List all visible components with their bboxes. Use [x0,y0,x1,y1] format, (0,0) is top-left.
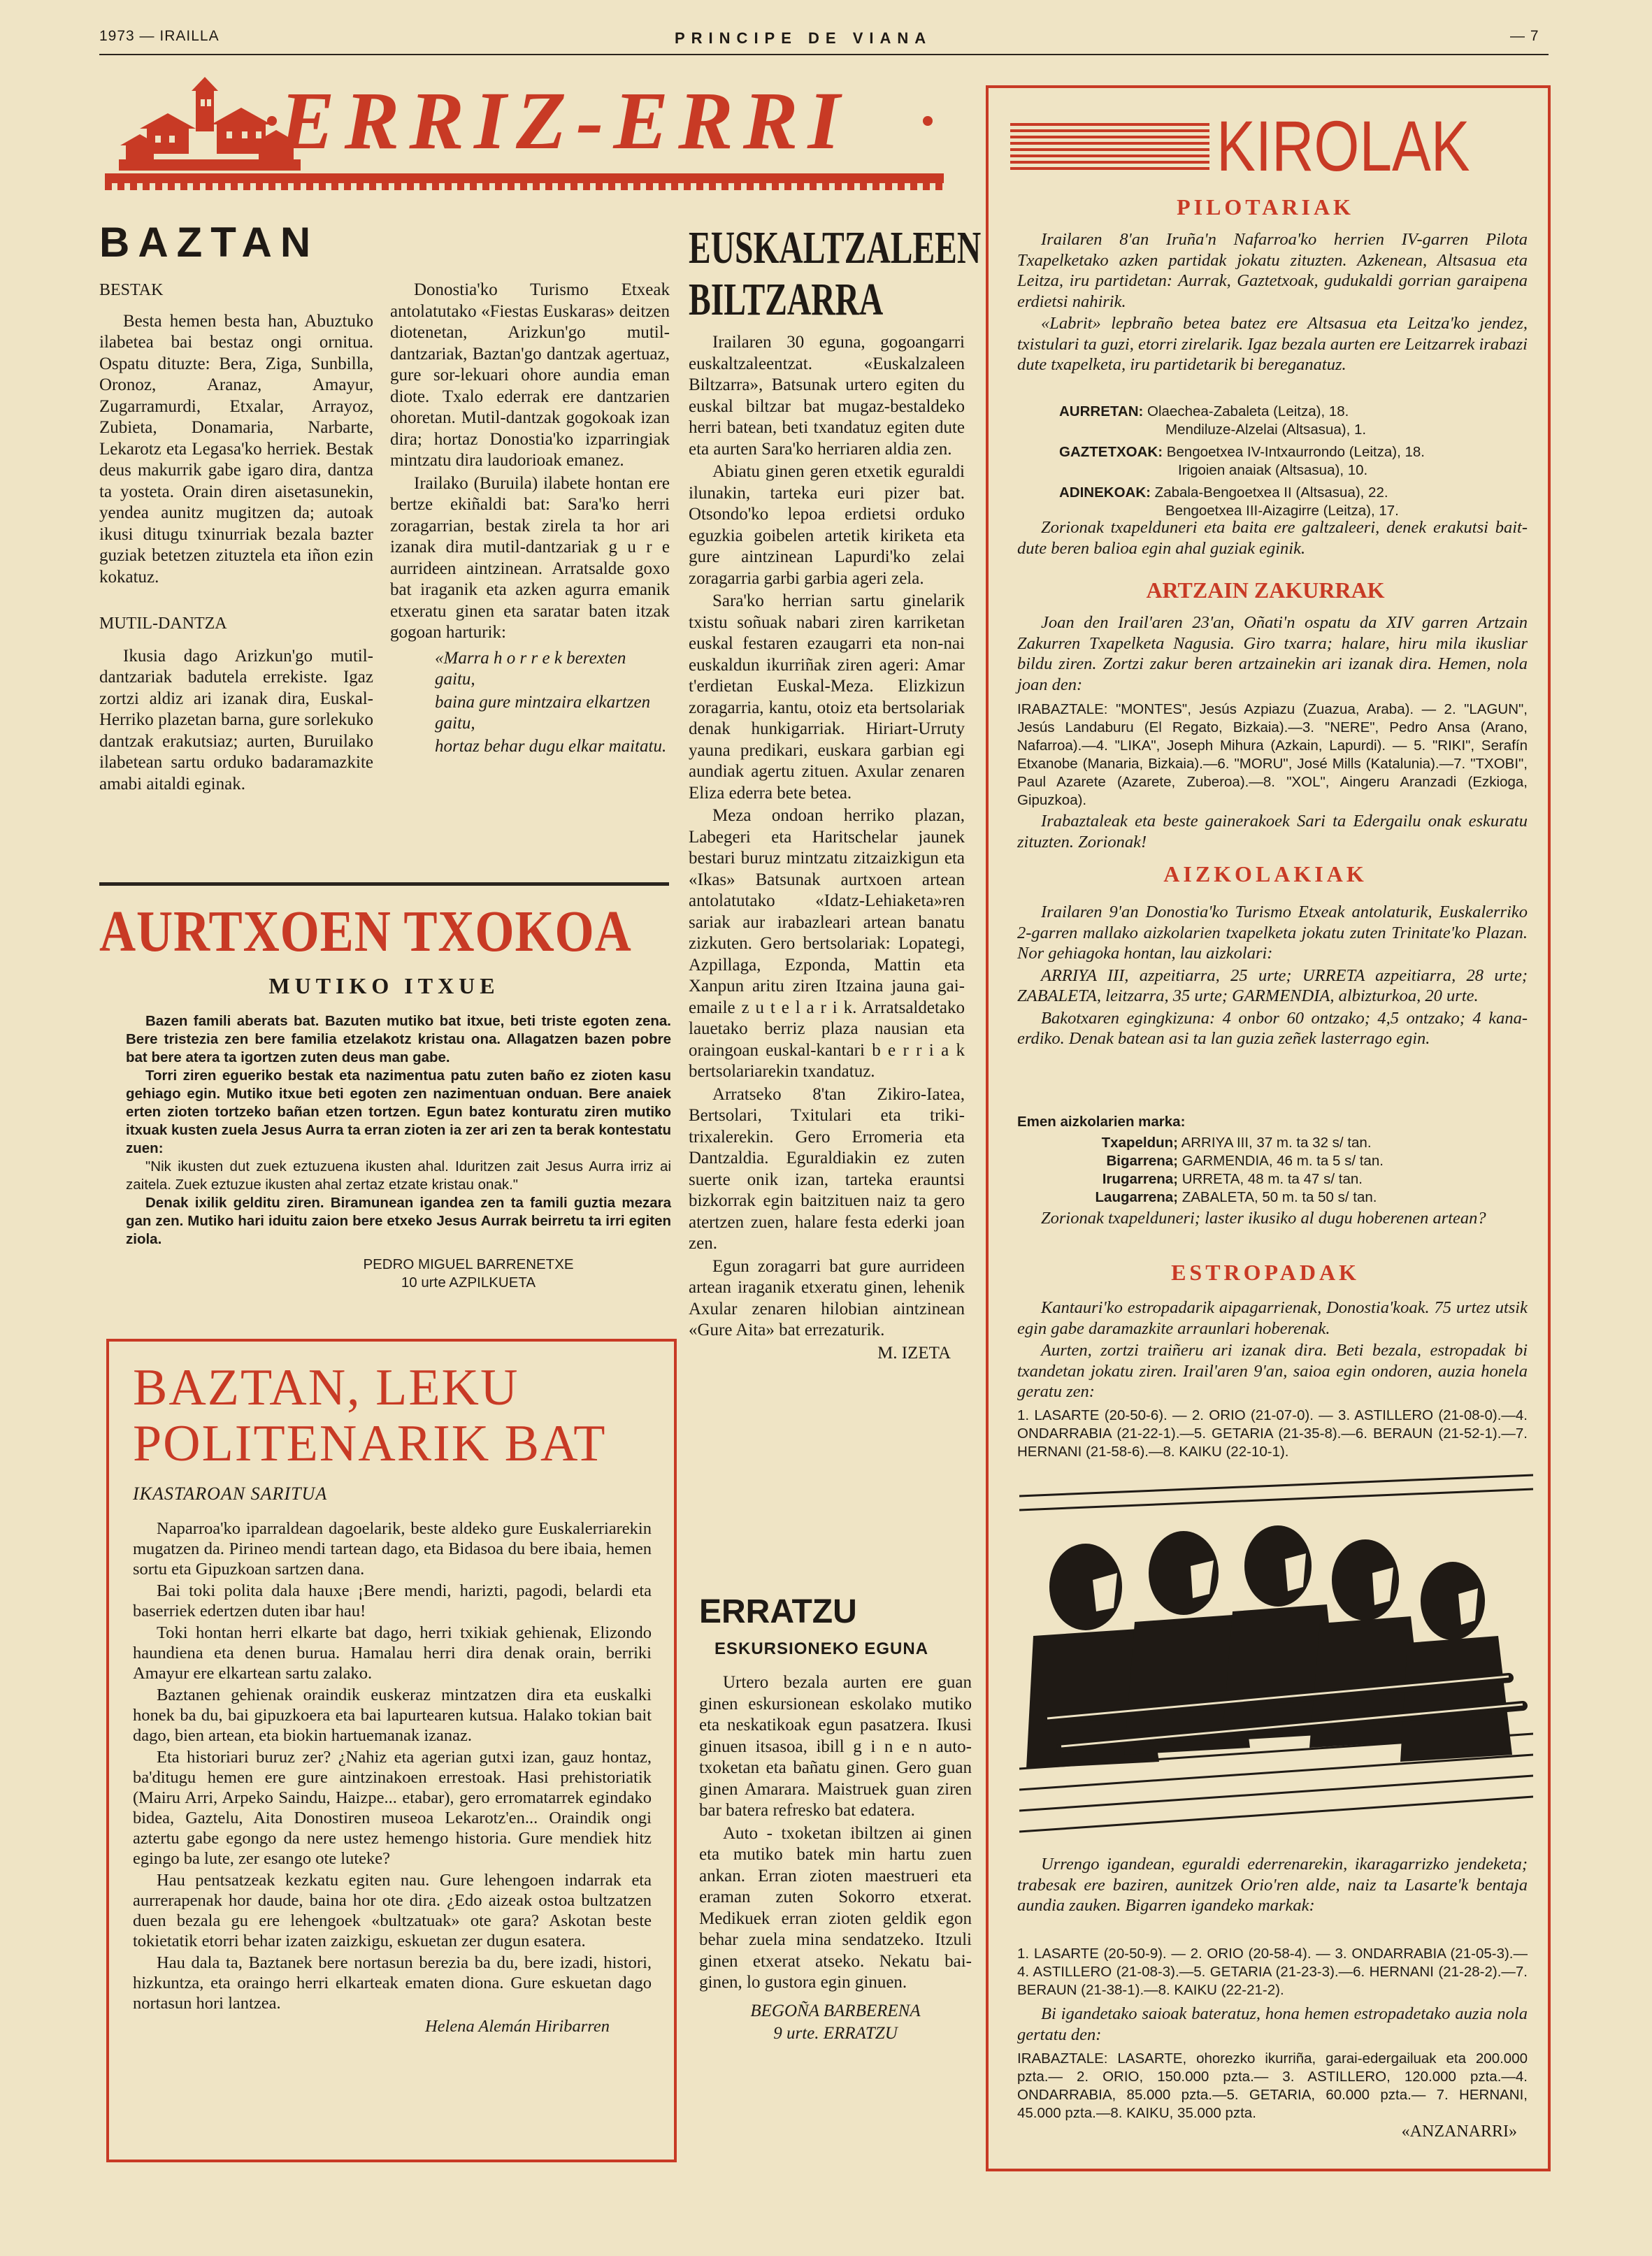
header-page-number: — 7 [1510,28,1539,44]
estropadak-body-3 [1017,2004,1528,2046]
euskaltzaleen-paragraph: Irailaren 30 eguna, gogoangarri euskaltzaleentzat. «Euskalzaleen Biltzarra», Batsunak urtero egiten du euskal biltzar bat mugaz-bestaldeko herri batean, beti txandatuz egiten dute eta aurten Sara'ko herriaren aldia zen. [689,333,965,459]
baztan-verse [435,648,670,758]
mark-value: ZABALETA, 50 m. ta 50 s/ tan. [1181,1189,1377,1205]
leku-paragraph: Bai toki polita dala hauxe ¡Bere mendi, harizti, pagodi, belardi eta baserriek edertzen duten ibar hau! [133,1581,652,1621]
mark-position: Laugarrena; [1095,1189,1178,1205]
euskaltzaleen-paragraph: Meza ondoan herriko plazan, Labegeri eta Haritschelar jaunek bestari buruz mintzatu zitzaizkigun eta «Ikas» Batsunak aurtxoen artean antolatutako «Idatz-Lehiaketa»ren sariak aur irabazleari artean banatu zizkuten. Gero bertsolariak: Lopategi, Azpillaga, Ezponda, Mattin eta Xanpun aritu ziren Itzaina jauna gai-emaile z u t e l a r i k. Arratsaldetako lauetako berriz plaza nausian eta oraingoan euskal-kantari b e r r i a k bertsolariarekin txandatuz. [689,806,965,1081]
erratzu-body [699,1672,972,2046]
result-value: Irigoien anaiak (Altsasua), 10. [1178,462,1368,478]
baztan-paragraph: Ikusia dago Arizkun'go mutil-dantzariak badutela errekiste. Igaz zortzi aldiz ari izanak dira, Euskal-Herriko plazetan barna, gure sorlekuko dantzak erakutsiaz; aurten, Buruilako ilabetean sartu orduko badaramazkite amabi aitaldi eginak. [99,646,373,793]
kirolak-title: KIROLAK [1216,106,1470,186]
pilotariak-paragraph: Irailaren 8'an Iruña'n Nafarroa'ko herrien IV-garren Pilota Txapelketako azken partidak jokatu zituzten. Azkenean, Altsasua eta Leitza, iru partidetan: Aurrak, Gaztetxoak, gudukaldi gorrian garaipena erdietsi nahirik. [1017,230,1528,311]
result-row [1059,421,1535,439]
mark-row [1017,1170,1528,1188]
euskaltzaleen-author: M. IZETA [877,1343,951,1363]
result-row [1059,403,1535,421]
result-value: Bengoetxea III-Aizagirre (Leitza), 17. [1165,503,1399,519]
mark-row [1017,1152,1528,1170]
kirolak-author: «ANZANARRI» [1401,2122,1517,2141]
estropadak-body-2 [1017,1854,1528,1918]
aizkolari-body [1017,902,1528,1051]
euskaltzaleen-title-line: BILTZARRA [689,274,884,325]
erratzu-author: 9 urte. ERRATZU [773,2024,898,2043]
euskaltzaleen-paragraph: Egun zoragarri bat gure aurrideen artean iraganik etxeratu ginen, lehenik Axular zenaren hilobian aintzinean «Gure Aita» bat errezaturik. [689,1256,965,1339]
header-rule [99,54,1549,55]
result-value: Bengoetxea IV-Intxaurrondo (Leitza), 18. [1166,444,1425,460]
mark-position: Txapeldun; [1101,1135,1178,1151]
leku-author: Helena Alemán Hiribarren [424,2017,610,2036]
aurtxoen-subtitle: MUTIKO ITXUE [268,973,500,998]
estropadak-results-3: IRABAZTALE: LASARTE, ohorezko ikurriña, garai-edergailuak eta 200.000 pzta.— 2. ORIO, 150.000 pzta.— 3. ASTILLERO, 120.000 pzta.—4. ONDARRABIA, 85.000 pzta.—5. GETARIA, 60.000 pzta.— 7. HERNANI, 45.000 pzta.—8. KAIKU, 35.000 pzta. [1017,2050,1528,2121]
leku-body [133,1518,652,2038]
result-label: AURRETAN: [1059,403,1144,419]
pilotariak-results [1059,403,1535,520]
artzain-closing [1017,811,1528,854]
erratzu-author: BEGOÑA BARBERENA [750,2001,921,2020]
result-row [1059,461,1535,480]
baztan-subhead-mutil-dantza: MUTIL-DANTZA [99,615,227,633]
pilotariak-paragraph: Zorionak txapelduneri eta baita ere galtzaleeri, denek erakutsi bait-dute beren balioa egin ahal guziak eginik. [1017,518,1528,558]
aizkolari-marks-title: Emen aizkolarien marka: [1017,1114,1186,1130]
mark-value: URRETA, 48 m. ta 47 s/ tan. [1181,1171,1363,1187]
aurtxoen-title: AURTXOEN TXOKOA [99,899,632,964]
aizkolari-paragraph: Bakotxaren egingkizuna: 4 onbor 60 ontzako; 4,5 ontzako; 4 kana-erdiko. Denak batean asi ta lan guzia zeñek lasterrago egin. [1017,1008,1528,1048]
leku-title-line: POLITENARIK BAT [133,1415,607,1472]
euskaltzaleen-title [689,222,981,326]
baztan-col-1 [99,280,373,796]
aizkolari-heading: AIZKOLAKIAK [1163,861,1367,886]
mark-value: ARRIYA III, 37 m. ta 32 s/ tan. [1181,1135,1372,1151]
aizkolari-paragraph: ARRIYA III, azpeitiarra, 25 urte; URRETA azpeitiarra, 28 urte; ZABALETA, leitzarra, 35 urte; GARMENDIA, albizturkoa, 20 urte. [1017,965,1528,1005]
artzain-heading: ARTZAIN ZAKURRAK [1146,577,1385,603]
result-label: ADINEKOAK: [1059,484,1151,501]
header-date: 1973 — IRAILLA [99,28,220,44]
masthead-dot-right [923,116,933,126]
masthead-dot-left [267,116,277,126]
mark-position: Irugarrena; [1102,1171,1178,1187]
mark-row [1017,1188,1528,1207]
aurtxoen-quote: "Nik ikusten dut zuek eztuzuena ikusten ahal. Iduritzen zait Jesus Aurra irriz ai zaitela. Zuek eztuzue ikusten ahal zertaz etzate kristau onak." [126,1158,671,1193]
kirolak-title-stripes [1010,123,1209,173]
baztan-col-2 [390,280,670,759]
erratzu-subtitle: ESKURSIONEKO EGUNA [714,1639,929,1658]
baztan-paragraph: Donostia'ko Turismo Etxeak antolatutako «Fiestas Euskaras» deitzen diotenetan, Arizkun'go mutil-dantzariak, Baztan'go dantzak agertuaz, gure sor-lekuari ohore aundia eman diote. Txalo ederrak ere dantzarien ohoretan. Mutil-dantzak gogokoak izan dira; hortaz Donostia'ko izparringiak mintzatu dira laudorioak emanez. [390,280,670,470]
estropadak-paragraph: Aurten, zortzi traiñeru ari izanak dira. Beti bezala, estropadak bi txandetan jokatu ziren. Irail'aren 9'an, saioa egin ondoren, auzia honela geratu zen: [1017,1341,1528,1401]
leku-subtitle: IKASTAROAN SARITUA [133,1483,328,1504]
verse-line: baina gure mintzaira elkartzen gaitu, [435,692,651,733]
result-value: Olaechea-Zabaleta (Leitza), 18. [1147,403,1349,419]
masthead-title: ERRIZ-ERRI [280,75,850,166]
masthead-teeth [105,183,944,190]
artzain-body [1017,612,1528,696]
leku-paragraph: Naparroa'ko iparraldean dagoelarik, beste aldeko gure Euskalerriarekin mugatzen da. Pirineo mendi tartean dago, eta Bidasoa du bere ibaia, hemen sortu eta Gipuzkoan sartzen dana. [133,1519,652,1579]
masthead-bar [105,173,944,183]
mark-position: Bigarrena; [1106,1153,1178,1169]
leku-paragraph: Baztanen gehienak oraindik euskeraz mintzatzen dira eta euskalki honek ba du, bai gipuzkoera eta bai lapurtearen kutsua. Halako tokian bait dago, bien artean, eta biokin hartuemanak izanaz. [133,1686,652,1745]
mark-row [1017,1134,1528,1152]
erratzu-paragraph: Auto - txoketan ibiltzen ai ginen eta mutiko batek min hartu zuen ankan. Erran zioten maestrueri eta eraman zuten Sokorro etxerat. Medikuek erran zioten geldik egon behar zuela mina sendatzeko. Itzuli ginen etxerat atseko. Nekatu bai-ginen, lo gustora egin ginuen. [699,1823,972,1992]
euskaltzaleen-title-line: EUSKALTZALEEN [689,222,982,273]
leku-title [133,1360,606,1472]
leku-paragraph: Hau dala ta, Baztanek bere nortasun berezia ba du, bere izadi, histori, hizkuntza, eta oraingo herri elkarteak ematen diona. Gure eskuetan dago nortasun hori lantzea. [133,1953,652,2013]
aurtxoen-body [126,1012,671,1292]
aurtxoen-signature: PEDRO MIGUEL BARRENETXE [363,1256,574,1272]
estropadak-results-2: 1. LASARTE (20-50-9). — 2. ORIO (20-58-4). — 3. ONDARRABIA (21-05-3).—4. ASTILLERO (21-08-3).—5. GETARIA (21-23-3).—6. HERNANI (21-28-2).—7. BERAUN (21-38-1).—8. KAIKU (22-21-2). [1017,1946,1528,1998]
leku-paragraph: Toki hontan herri elkarte bat dago, herri txikiak gehienak, Elizondo haundiena eta denen burua. Hamalau herri dira denak orain, berriki Amayur ere elkartean sartu zalako. [133,1623,652,1683]
pilotariak-paragraph: «Labrit» lepbraño betea batez ere Altsasua eta Leitza'ko jendez, txistulari ta guzi, etorri zirelarik. Igaz bezala aurten ere Leitzarrek irabazi dute txapelketa, iru partidetarik bi bereganatuz. [1017,314,1528,374]
artzain-paragraph: Joan den Irail'aren 23'an, Oñati'n ospatu da XIV garren Artzain Zakurren Txapelketa Nagusia. Giro txarra; halare, hiru mila ikusliar bildu ziren. Zortzi zakur beren artzainekin ari izanak dira. Hemen, nola joan den: [1017,613,1528,694]
leku-paragraph: Eta historiari buruz zer? ¿Nahiz eta agerian gutxi izan, gauz hontaz, ba'ditugu hemen ere gure aintzinakoen errestoak. Hasi prehistoriatik (Mairu Arri, Arpeko Saindu, Haizpe... etabar), gero erromatarrek egindako bidea, Gaztelu, Aita Donostiren museoa Lekarotz'en... Oraindik ongi aztertu gabe egongo da nere ustez hemengo historia. Gure mendiek hitz egingo ba lute, zer esango ote luteke? [133,1748,652,1868]
erratzu-title: ERRATZU [699,1593,857,1630]
aizkolari-closing [1017,1208,1528,1230]
aizkolari-marks [1017,1113,1528,1207]
euskaltzaleen-paragraph: Abiatu ginen geren etxetik eguraldi ilunakin, tarteka euri pizer bat. Otsondo'ko lepoa erdietsi orduko eguzkia goibelen artetik kiriketa eta gure aintzinean Lapurdi'ko zelai zoragarria garbi garbia ageri zela. [689,462,965,588]
estropadak-heading: ESTROPADAK [1171,1260,1360,1285]
leku-title-line: BAZTAN, LEKU [133,1359,519,1416]
pilotariak-body [1017,229,1528,377]
pilotariak-heading: PILOTARIAK [1177,194,1354,220]
aurtxoen-paragraph: Denak ixilik gelditu ziren. Biramunean igandea zen ta famili guztia mezara gan zen. Mutiko hari iduitu zaion bere etxeko Jesus Aurrak beirretu ta irri egiten ziola. [126,1195,671,1247]
result-value: Zabala-Bengoetxea II (Altsasua), 22. [1154,484,1388,501]
euskaltzaleen-paragraph: Sara'ko herrian sartu ginelarik txistu soñuak nabari ziren karriketan euskal festaren ezaugarri eta non-nai euskaldun ikurriñak ziren ageri: Amar t'erdietan Euskal-Meza. Elizkizun zoragarria, kantu, otoiz eta bertsolariak denak hunkigarriak. Hiriart-Urruty yauna predikari, euskara garbian egi aundiak agertu zituen. Axular zenaren Eliza ederra bete betea. [689,591,965,803]
baztan-subhead-bestak: BESTAK [99,281,164,299]
euskaltzaleen-paragraph: Arratseko 8'tan Zikiro-Iatea, Bertsolari, Txitulari eta triki-trixalerekin. Gero Erromeria eta Dantzaldia. Eguraldiakin ez zuten suerte onik izan, tarteka erauntsi bizkorrak egin baitzituen naiz ta gero atertzen zuen, halare festa ederki joan zen. [689,1084,965,1253]
baztan-paragraph: Irailako (Buruila) ilabete hontan ere bertze ekiñaldi bat: Sara'ko herri zoragarrian, bestak zirela ta hor ari izanak dira mutil-dantzariak g u r e aurrideen aintzinean. Arratsalde goxo bat iraganik eta azken agurra emanik etxeratu ginen eta saratar baten itzak gogoan harturik: [390,473,670,642]
estropadak-paragraph: Bi igandetako saioak bateratuz, hona hemen estropadetako auzia nola gertatu den: [1017,2004,1528,2044]
estropadak-body [1017,1298,1528,1404]
artzain-results: IRABAZTALE: "MONTES", Jesús Azpiazu (Zuazua, Araba). — 2. "LAGUN", Jesús Landaburu (El Regato, Bizkaia).—3. "NERE", Pedro Ansa (Arano, Nafarroa).—4. "LIKA", Joseph Mihura (Azkain, Lapurdi). — 5. "RIKI", Serafín Etxanobe (Manaria, Bizkaia).—6. "MORU", José Mills (Katalunia).—7. "TXOBI", Paul Azarete (Azarete, Zuberoa).—8. "XOL", Aingeru Aranzadi (Ezkioga, Gipuzkoa). [1017,701,1528,808]
result-label: GAZTETXOAK: [1059,444,1163,460]
baztan-paragraph: Besta hemen besta han, Abuztuko ilabetea bai bestaz ongi ornitua. Ospatu dituzte: Bera, Ziga, Sunbilla, Oronoz, Aranaz, Amayur, Zugarramurdi, Etxalar, Arrayoz, Zubieta, Donamaria, Narbarte, Lekarotz eta Legasa'ko herriek. Bestak deus makurrik gabe igaro dira, dantza ta yosteta. Orain diren aisetasunekin, yendea aunitz mugitzen da; autoak ikusi ditugu txinurriak bezala bazter guziak betetzen zituztela eta iñon ezin kokatuz. [99,311,373,587]
aurtxoen-signature: 10 urte AZPILKUETA [401,1274,536,1291]
section-divider [99,882,669,886]
result-value: Mendiluze-Alzelai (Altsasua), 1. [1165,422,1367,438]
estropadak-paragraph: Urrengo igandean, eguraldi ederrenarekin, ikaragarrizko jendeketa; trabesak ere baziren, aunitzek Orio'ren alde, naiz ta Lasarte'k bentaja aundia zauken. Bigarren igandeko markak: [1017,1855,1528,1915]
euskaltzaleen-body [689,332,965,1365]
pilotariak-closing [1017,517,1528,560]
baztan-title: BAZTAN [99,219,319,266]
masthead [105,76,954,194]
leku-paragraph: Hau pentsatzeak kezkatu egiten nau. Gure lehengoen indarrak eta aurrerapenak hor daude, baina hor ote dira. ¿Edo aizeak ostoa bultzatzen duen bezala gu ere lehengoek «bultzatuak» ote gara? Askotan beste tokietatik etorri behar izaten zaizkigu, eskuetan zer dugun esatera. [133,1871,652,1950]
verse-line: hortaz behar dugu elkar maitatu. [435,736,667,756]
aizkolari-paragraph: Zorionak txapelduneri; laster ikusiko al dugu hoberenen artean? [1041,1209,1486,1228]
aizkolari-paragraph: Irailaren 9'an Donostia'ko Turismo Etxeak antolaturik, Euskalerriko 2-garren mallako aizkolarien txapelketa jokatu zuten Trinitate'ko Plazan. Nor gehiagoka hontan, lau aizkolari: [1017,903,1528,963]
erratzu-paragraph: Urtero bezala aurten ere guan ginen eskursionean eskolako mutiko eta neskatikoak egun pasatzera. Ikusi ginuen itsasoa, ibill g i n e n auto-txoketan eta bañatu ginen. Gero guan ginen Amarara. Maistruek guan ziren bar batera refresko bat edatera. [699,1673,972,1820]
estropadak-results-1: 1. LASARTE (20-50-6). — 2. ORIO (21-07-0). — 3. ASTILLERO (21-08-0).—4. ONDARRABIA (21-22-1).—5. GETARIA (21-35-8).—6. BERAUN (21-52-1).—7. HERNANI (21-58-6).—8. KAIKU (22-10-1). [1017,1407,1528,1460]
estropadak-paragraph: Kantauri'ko estropadarik aipagarrienak, Donostia'koak. 75 urtez utsik egin gabe daramazkite arraunlari hoberenak. [1017,1298,1528,1338]
rowers-drawing [1019,1468,1533,1839]
verse-line: «Marra h o r r e k berexten gaitu, [435,648,626,689]
header-publication: PRINCIPE DE VIANA [675,29,933,47]
artzain-paragraph: Irabaztaleak eta beste gainerakoek Sari ta Edergailu onak eskuratu zituzten. Zorionak! [1017,812,1528,852]
aurtxoen-paragraph: Torri ziren egueriko bestak eta nazimentua patu zuten baño ez zioten kasu gehiago egin. Mutiko itxue beti egoten zen nazimentuan onduan. Bere anaiek erten zioten tortzeko bañan etzen tortzen. Egun batez konturatu ziren mutiko itxuak kusten zuela Jesus Aurra ta erran zioten ia zer ari zen ta berak kontestatu zuen: [126,1068,671,1156]
result-row [1059,443,1535,461]
mark-value: GARMENDIA, 46 m. ta 5 s/ tan. [1181,1153,1384,1169]
result-row [1059,484,1535,502]
aurtxoen-paragraph: Bazen famili aberats bat. Bazuten mutiko bat itxue, beti triste egoten zena. Bere tristezia zen bere familia etzelakotz kristau ona. Allagatzen bazen pobre bat bere atera ta igortzen zuten deus man gabe. [126,1013,671,1065]
rowers-illustration [1019,1468,1533,1839]
